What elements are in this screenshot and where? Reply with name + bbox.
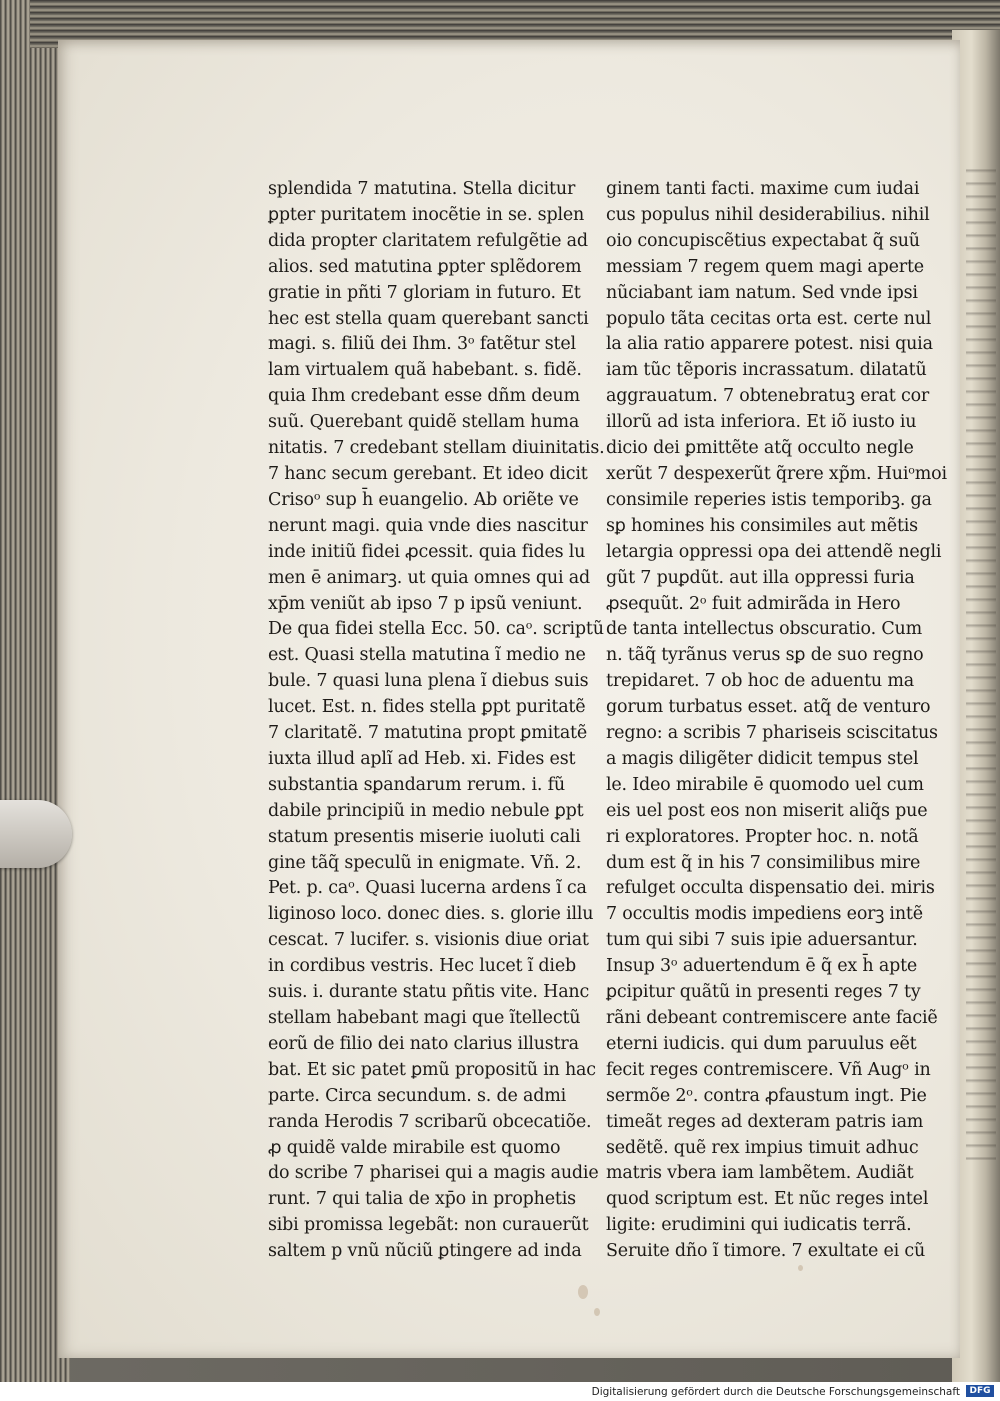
text-line: dabile principiũ in medio nebule ꝑpt	[268, 800, 584, 821]
text-line: nũciabant iam natum. Sed vnde ipsi	[606, 282, 918, 303]
text-line: 7 claritatẽ. 7 matutina propt ꝑmitatẽ	[268, 723, 588, 744]
text-line: in cordibus vestris. Hec lucet ĩ dieb	[268, 956, 576, 977]
text-line: fecit reges contremiscere. Vñ Augᵒ in	[606, 1059, 931, 1080]
text-line: Insup 3ᵒ aduertendum ē q̃ ex h̄ apte	[606, 956, 918, 977]
text-line: gratie in pñti 7 gloriam in futuro. Et	[268, 282, 581, 303]
text-line: ginem tanti facti. maxime cum iudai	[606, 179, 920, 199]
text-line: randa Herodis 7 scribarũ obcecatiõe.	[268, 1111, 592, 1132]
text-line: lucet. Est. n. fides stella ꝑpt puritatẽ	[268, 697, 586, 718]
text-line: ri exploratores. Propter hoc. n. notã	[606, 826, 919, 847]
text-line: alios. sed matutina ꝑpter splẽdorem	[268, 256, 582, 277]
text-line: statum presentis miserie iuoluti cali	[268, 826, 581, 847]
text-line: Seruite dño ĩ timore. 7 exultate ei cũ	[606, 1241, 926, 1262]
text-line: Crisoᵒ sup h̄ euangelio. Ab oriẽte ve	[268, 489, 579, 510]
text-line: quia Ihm credebant esse dñm deum	[268, 386, 580, 407]
text-line: le. Ideo mirabile ē quomodo uel cum	[606, 774, 924, 795]
text-line: gine tãq̃ speculũ in enigmate. Vñ. 2.	[268, 852, 582, 873]
text-line: a magis diligẽter didicit tempus stel	[606, 748, 919, 769]
left-text-column	[268, 177, 605, 1265]
text-line: rãni debeant contremiscere ante faciẽ	[606, 1008, 938, 1028]
facing-page-bleed	[966, 160, 996, 1160]
text-line: ligite: erudimini qui iudicatis terrã.	[606, 1215, 912, 1236]
text-line: trepidaret. 7 ob hoc de aduentu ma	[606, 671, 914, 692]
text-line: eis uel post eos non miserit aliq̃s pue	[606, 800, 928, 821]
text-line: do scribe 7 pharisei qui a magis audie	[268, 1163, 599, 1184]
text-line: splendida 7 matutina. Stella dicitur	[268, 179, 576, 199]
text-line: men ē animarꝫ. ut quia omnes qui ad	[268, 567, 590, 588]
text-line: nerunt magi. quia vnde dies nascitur	[268, 515, 588, 536]
text-line: gũt 7 puꝑdũt. aut illa oppressi furia	[606, 567, 915, 588]
text-line: sedẽtẽ. quẽ rex impius timuit adhuc	[606, 1137, 919, 1158]
text-line: Pet. p. caᵒ. Quasi lucerna ardens ĩ ca	[268, 878, 587, 899]
foxing-spot	[578, 1285, 588, 1299]
text-line: nitatis. 7 credebant stellam diuinitatis.	[268, 438, 605, 459]
text-line: xerũt 7 despexerũt q̃rere xp̃m. Huiᵒmoi	[606, 463, 947, 484]
text-line: matris vbera iam lambẽtem. Audiãt	[606, 1163, 914, 1184]
text-line: inde initiũ fidei ꝓcessit. quia fides lu	[268, 541, 586, 562]
text-line: aggrauatum. 7 obtenebratuꝫ erat cor	[606, 386, 930, 407]
text-line: De qua fidei stella Ecc. 50. caᵒ. scriptũ	[268, 619, 604, 640]
right-text-column	[606, 177, 947, 1265]
text-line: sibi promissa legebãt: non curauerũt	[268, 1215, 589, 1236]
text-line: quod scriptum est. Et nũc reges intel	[606, 1189, 929, 1210]
text-line: tum qui sibi 7 suis ipie aduersantur.	[606, 930, 918, 951]
text-line: timeãt reges ad dexteram patris iam	[606, 1111, 924, 1132]
text-line: ꝑpter puritatem inocẽtie in se. splen	[268, 204, 585, 225]
text-line: parte. Circa secundum. s. de admi	[268, 1085, 566, 1106]
text-line: magi. s. filiũ dei Ihm. 3ᵒ fatẽtur stel	[268, 334, 576, 355]
text-line: de tanta intellectus obscuratio. Cum	[606, 619, 922, 640]
text-line: stellam habebant magi que ĩtellectũ	[268, 1008, 581, 1028]
text-line: illorũ ad ista inferiora. Et iõ iusto iu	[606, 412, 917, 433]
text-line: oio concupiscẽtius expectabat q̃ suũ	[606, 230, 920, 251]
text-line: hec est stella quam querebant sancti	[268, 308, 589, 329]
text-line: ꝓ quidẽ valde mirabile est quomo	[268, 1137, 561, 1158]
text-line: 7 hanc secum gerebant. Et ideo dicit	[268, 463, 588, 484]
text-line: bat. Et sic patet ꝑmũ propositũ in hac	[268, 1059, 596, 1080]
foxing-spot	[594, 1308, 600, 1316]
digitization-credit: Digitalisierung gefördert durch die Deutsche Forschungsgemeinschaft	[591, 1386, 960, 1398]
text-line: 7 occultis modis impediens eorꝫ intẽ	[606, 904, 923, 925]
text-line: regno: a scribis 7 phariseis sciscitatus	[606, 723, 938, 744]
text-line: messiam 7 regem quem magi aperte	[606, 256, 924, 277]
text-line: n. tãq̃ tyrãnus verus sꝑ de suo regno	[606, 645, 924, 666]
text-line: dida propter claritatem refulgẽtie ad	[268, 230, 588, 251]
text-line: cescat. 7 lucifer. s. visionis diue oriat	[268, 930, 589, 951]
text-line: gorum turbatus esset. atq̃ de venturo	[606, 697, 931, 718]
text-line: dicio dei ꝑmittẽte atq̃ occulto negle	[606, 438, 914, 459]
text-line: consimile reperies istis temporibꝫ. ga	[606, 489, 932, 510]
text-line: eterni iudicis. qui dum paruulus eẽt	[606, 1033, 917, 1054]
text-line: sermõe 2ᵒ. contra ꝓfaustum ingt. Pie	[606, 1085, 927, 1106]
dfg-logo: DFG	[966, 1385, 994, 1397]
text-line: est. Quasi stella matutina ĩ medio ne	[268, 645, 586, 666]
text-line: ꝑcipitur quãtũ in presenti reges 7 ty	[606, 982, 921, 1003]
text-line: la alia ratio apparere potest. nisi quia	[606, 334, 933, 355]
text-line: iuxta illud aplĩ ad Heb. xi. Fides est	[268, 748, 576, 769]
text-line: dum est q̃ in his 7 consimilibus mire	[606, 852, 921, 873]
text-line: saltem p vnũ nũciũ ꝑtingere ad inda	[268, 1241, 582, 1262]
text-line: iam tũc tẽporis incrassatum. dilatatũ	[606, 360, 927, 381]
text-line: letargia oppressi opa dei attendẽ negli	[606, 541, 942, 562]
text-line: lam virtualem quã habebant. s. fidẽ.	[268, 360, 582, 381]
text-line: runt. 7 qui talia de xp̄o in prophetis	[268, 1189, 576, 1210]
text-line: ꝓsequũt. 2ᵒ fuit admirãda in Hero	[606, 593, 901, 614]
text-line: suis. i. durante statu pñtis vite. Hanc	[268, 982, 590, 1003]
text-line: cus populus nihil desiderabilius. nihil	[606, 204, 930, 225]
foxing-spot	[798, 1265, 803, 1271]
text-line: suũ. Querebant quidẽ stellam huma	[268, 412, 580, 433]
text-line: substantia sꝑandarum rerum. i. fũ	[268, 774, 565, 795]
text-line: eorũ de filio dei nato clarius illustra	[268, 1033, 579, 1054]
text-line: refulget occulta dispensatio dei. miris	[606, 878, 935, 899]
text-line: xp̄m veniũt ab ipso 7 p ipsũ veniunt.	[268, 593, 583, 614]
text-line: sꝑ homines his consimiles aut mẽtis	[606, 515, 918, 536]
text-line: bule. 7 quasi luna plena ĩ diebus suis	[268, 671, 589, 692]
page-clip	[0, 800, 72, 868]
text-line: populo tãta cecitas orta est. certe nul	[606, 308, 932, 329]
text-line: liginoso loco. donec dies. s. glorie illu	[268, 904, 594, 925]
